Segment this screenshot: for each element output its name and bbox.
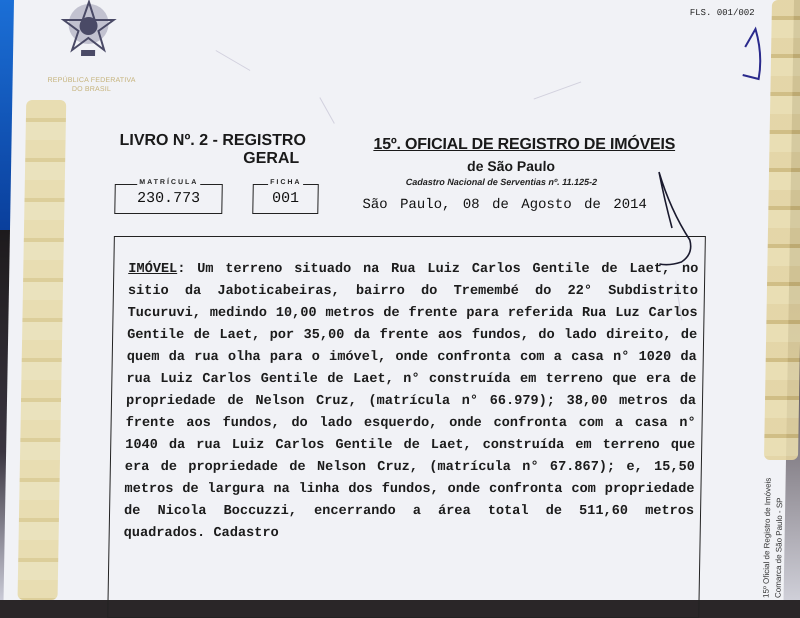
document-page (4, 0, 794, 600)
decorative-border-left (18, 100, 67, 600)
book-title: LIVRO Nº. 2 - REGISTRO GERAL (119, 132, 307, 167)
office-city: de São Paulo (466, 158, 556, 174)
matricula-value: 230.773 (136, 190, 201, 207)
matricula-box: MATRÍCULA 230.773 (114, 184, 223, 214)
property-label: IMÓVEL (128, 262, 178, 277)
office-title: 15º. OFICIAL DE REGISTRO DE IMÓVEIS (373, 136, 676, 153)
ficha-value: 001 (271, 190, 300, 207)
brazil-coat-of-arms-icon (53, 0, 124, 62)
property-description-box (107, 236, 706, 618)
sheet-number: FLS. 001/002 (689, 8, 755, 18)
cns-number: Cadastro Nacional de Serventias nº. 11.125-2 (405, 177, 598, 187)
signature-stroke-icon (619, 170, 721, 270)
property-description: IMÓVEL: Um terreno situado na Rua Luiz Carlos Gentile de Laet, no sitio da Jaboticabeiras, bairro do Tremembé do 22° Subdistrito Tucuruvi, medindo 10,00 metros de frente para referida Rua Luz Carlos Gentile de Laet, por 35,00 da frente aos fundos, do lado direito, de quem da rua olha para o imóvel, onde confronta com a casa n° 1020 da rua Luiz Carlos Gentile de Laet, n° construída em terreno que era de propriedade de Nelson Cruz, (matrícula n° 66.979); 38,00 metros da frente aos fundos, do lado esquerdo, onde confronta com a casa n° 1040 da rua Luiz Carlos Gentile de Laet, construída em terreno que era de propriedade de Nelson Cruz, (matrícula n° 67.867); e, 15,50 metros de largura na linha dos fundos, onde confronta com propriedade de Nicola Boccuzzi, encerrando a área total de 511,60 metros quadrados. Cadastro (123, 262, 699, 541)
pen-mark-icon (740, 25, 771, 87)
document-date: São Paulo, 08 de Agosto de 2014 (362, 197, 648, 213)
republic-caption: REPÚBLICA FEDERATIVA DO BRASIL (47, 77, 136, 93)
ficha-box: FICHA 001 (252, 184, 319, 214)
side-stamp: 15º Oficial de Registro de Imóveis Comarca de São Paulo - SP (761, 477, 785, 598)
